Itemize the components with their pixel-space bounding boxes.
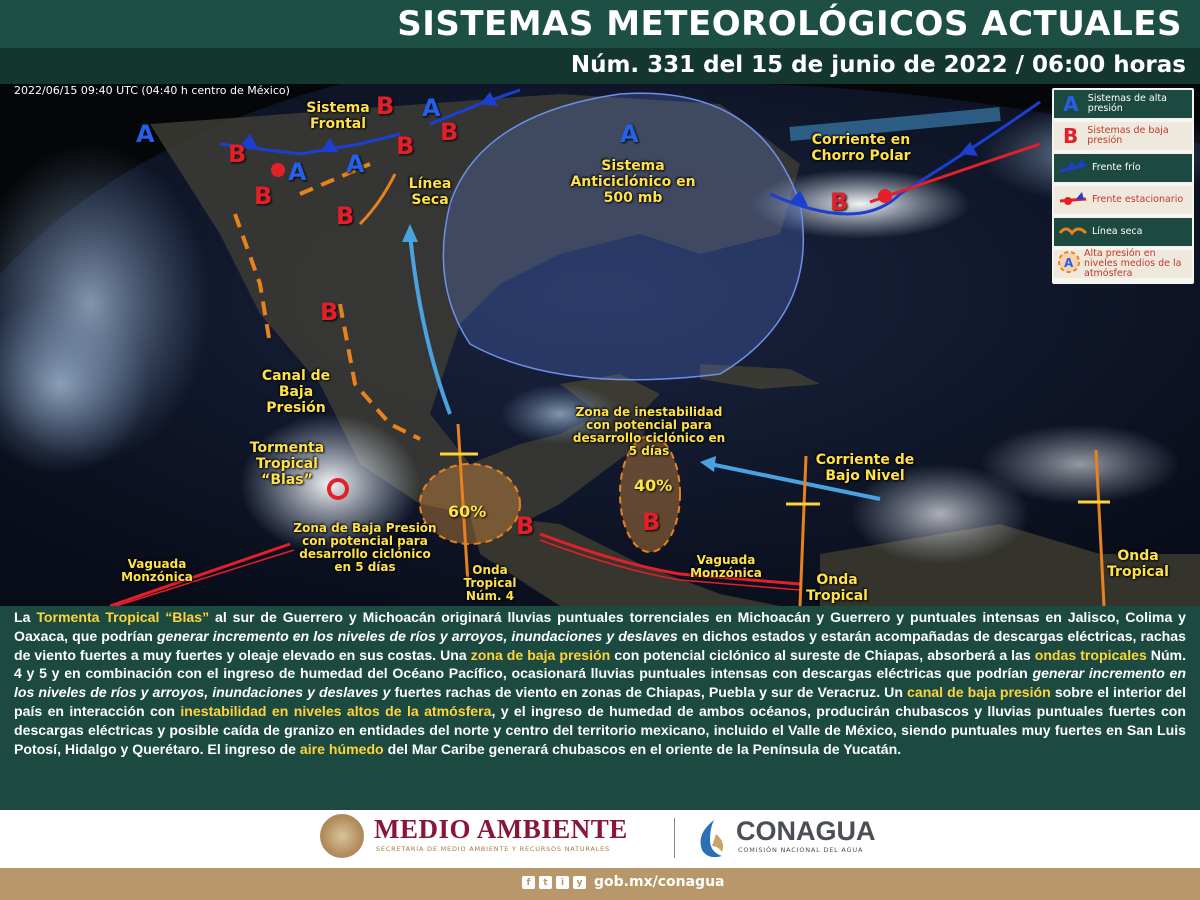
label-tormenta-blas: Tormenta Tropical “Blas” <box>249 440 325 488</box>
stationary-front-icon <box>1054 188 1092 212</box>
label-sistema-frontal: Sistema Frontal <box>306 100 370 132</box>
text-segment: La <box>14 609 37 625</box>
highlight-tropical-storm: Tormenta Tropical “Blas” <box>36 609 210 625</box>
low-pressure-symbol: B <box>516 512 535 540</box>
low-pressure-symbol: B <box>254 182 273 210</box>
label-vaguada-oeste: Vaguada Monzónica <box>121 557 193 584</box>
low-pressure-symbol: B <box>376 92 395 120</box>
text-segment: del Mar Caribe generará chubascos en el oriente de la Península de Yucatán. <box>383 740 902 757</box>
label-corriente-bajo-nivel: Corriente de Bajo Nivel <box>815 452 915 484</box>
youtube-icon[interactable]: y <box>573 876 586 889</box>
legend-low-label: Sistemas de baja presión <box>1087 125 1169 146</box>
cold-front-icon <box>1054 156 1092 180</box>
issue-bar <box>0 48 1200 84</box>
legend-upper-high <box>1054 250 1192 278</box>
legend-dry-line-label: Línea seca <box>1092 226 1143 237</box>
conagua-logo-icon <box>692 816 732 864</box>
twitter-icon[interactable]: t <box>539 876 552 889</box>
mexico-seal-icon <box>320 814 364 858</box>
high-pressure-symbol: A <box>422 94 441 122</box>
legend-high-symbol: A <box>1063 92 1079 116</box>
forecast-text-panel <box>0 606 1200 810</box>
page-title: SISTEMAS METEOROLÓGICOS ACTUALES <box>397 4 1182 44</box>
label-vaguada-este: Vaguada Monzónica <box>690 553 762 580</box>
high-pressure-symbol: A <box>288 158 307 186</box>
dry-line-icon <box>1054 220 1092 244</box>
label-linea-seca: Línea Seca <box>408 176 452 208</box>
conagua-logo-text: CONAGUA <box>736 816 876 846</box>
highlight-tropical-waves: ondas tropicales <box>1034 646 1147 663</box>
social-icons <box>522 876 586 889</box>
low-pressure-symbol: B <box>440 118 459 146</box>
label-anticiclonico: Sistema Anticiclónico en 500 mb <box>570 158 696 206</box>
legend-low-symbol: B <box>1063 124 1079 148</box>
text-italic-segment: generar incremento en los niveles de ríos y arroyos, inundaciones y deslaves y <box>14 665 1187 701</box>
highlight-humid-air: aire húmedo <box>299 740 384 757</box>
text-segment: en dichos estados y estarán acompañadas de descargas eléctricas, rachas de viento fuertes a muy fuertes y oleaje elevado en sus costas. Una <box>14 627 1186 663</box>
image-timestamp: 2022/06/15 09:40 UTC (04:40 h centro de México) <box>14 84 290 97</box>
highlight-low-pressure-channel: canal de baja presión <box>907 684 1051 701</box>
semarnat-logo-text: MEDIO AMBIENTE <box>374 814 628 844</box>
highlight-upper-instability: inestabilidad en niveles altos de la atmósfera <box>180 702 492 719</box>
low-pressure-symbol: B <box>642 508 661 536</box>
text-segment: , y el ingreso de humedad de ambos océanos, producirán chubascos y lluvias puntuales fuertes con descargas eléctricas y posible caída de granizo en entidades del norte y centro del territorio mexicano, incluido el Valle de México, siendo puntuales muy fuertes en San Luis Potosí, Hidalgo y Querétaro. El ingreso de <box>14 702 1186 757</box>
label-zona-baja: Zona de Baja Presión con potencial para desarrollo ciclónico en 5 días <box>293 521 437 574</box>
low-pressure-symbol: B <box>396 132 415 160</box>
legend-stationary-front-label: Frente estacionario <box>1092 194 1184 205</box>
title-bar <box>0 0 1200 48</box>
text-segment: sobre el interior del país en interacción con <box>14 684 1187 719</box>
facebook-icon[interactable]: f <box>522 876 535 889</box>
high-pressure-symbol: A <box>136 120 155 148</box>
highlight-low-pressure-zone: zona de baja presión <box>470 646 611 663</box>
footer-logos <box>0 810 1200 868</box>
website-link[interactable]: gob.mx/conagua <box>594 874 725 890</box>
logo-divider <box>674 818 675 858</box>
conagua-subtitle: COMISIÓN NACIONAL DEL AGUA <box>738 846 864 854</box>
bottom-bar <box>0 868 1200 900</box>
label-onda-tropical-5: Onda Tropical <box>806 572 868 604</box>
text-segment: con potencial ciclónico al sureste de Chiapas, absorberá a las <box>610 646 1035 663</box>
legend-cold-front <box>1054 154 1192 182</box>
upper-high-icon <box>1054 250 1084 279</box>
label-zona-inestabilidad: Zona de inestabilidad con potencial para desarrollo ciclónico en 5 días <box>572 405 726 458</box>
text-segment: al sur de Guerrero y Michoacán originará lluvias puntuales torrenciales en Michoacán y Guerrero y puntuales intensas en Jalisco, Colima y Oaxaca, que podrían <box>14 609 1186 644</box>
weather-map <box>0 84 1200 606</box>
label-onda-tropical-e: Onda Tropical <box>1107 548 1169 580</box>
low-pressure-symbol: B <box>336 202 355 230</box>
label-onda-tropical-4: Onda Tropical Núm. 4 <box>463 563 517 603</box>
legend-upper-high-label: Alta presión en niveles medios de la atmósfera <box>1084 248 1182 279</box>
label-canal-baja: Canal de Baja Presión <box>261 368 331 416</box>
legend-high-label: Sistemas de alta presión <box>1087 93 1167 114</box>
legend-stationary-front <box>1054 186 1192 214</box>
high-pressure-symbol: A <box>620 120 639 148</box>
forecast-paragraph <box>0 606 1200 758</box>
text-segment: Núm. 4 y 5 y en combinación con el ingreso de humedad del Océano Pacífico, ocasionará lluvias puntuales intensas con descargas eléctricas que podrían <box>14 646 1186 682</box>
low-pressure-symbol: B <box>320 298 339 326</box>
map-legend <box>1052 88 1194 284</box>
legend-low <box>1054 122 1192 150</box>
svg-text:A: A <box>1064 255 1074 270</box>
text-italic-segment: generar incremento en los niveles de ríos y arroyos, inundaciones y deslaves <box>156 627 678 644</box>
issue-date: Núm. 331 del 15 de junio de 2022 / 06:00 horas <box>570 52 1186 78</box>
probability-label: 40% <box>634 476 673 495</box>
legend-high <box>1054 90 1192 118</box>
low-pressure-symbol: B <box>228 140 247 168</box>
probability-label: 60% <box>448 502 487 521</box>
high-pressure-symbol: A <box>346 150 365 178</box>
legend-cold-front-label: Frente frío <box>1092 162 1141 173</box>
semarnat-subtitle: SECRETARÍA DE MEDIO AMBIENTE Y RECURSOS NATURALES <box>376 845 610 853</box>
legend-dry-line <box>1054 218 1192 246</box>
instagram-icon[interactable]: i <box>556 876 569 889</box>
label-chorro-polar: Corriente en Chorro Polar <box>811 132 911 164</box>
text-segment: fuertes rachas de viento en zonas de Chiapas, Puebla y sur de Veracruz. Un <box>390 684 908 701</box>
low-pressure-symbol: B <box>830 188 849 216</box>
